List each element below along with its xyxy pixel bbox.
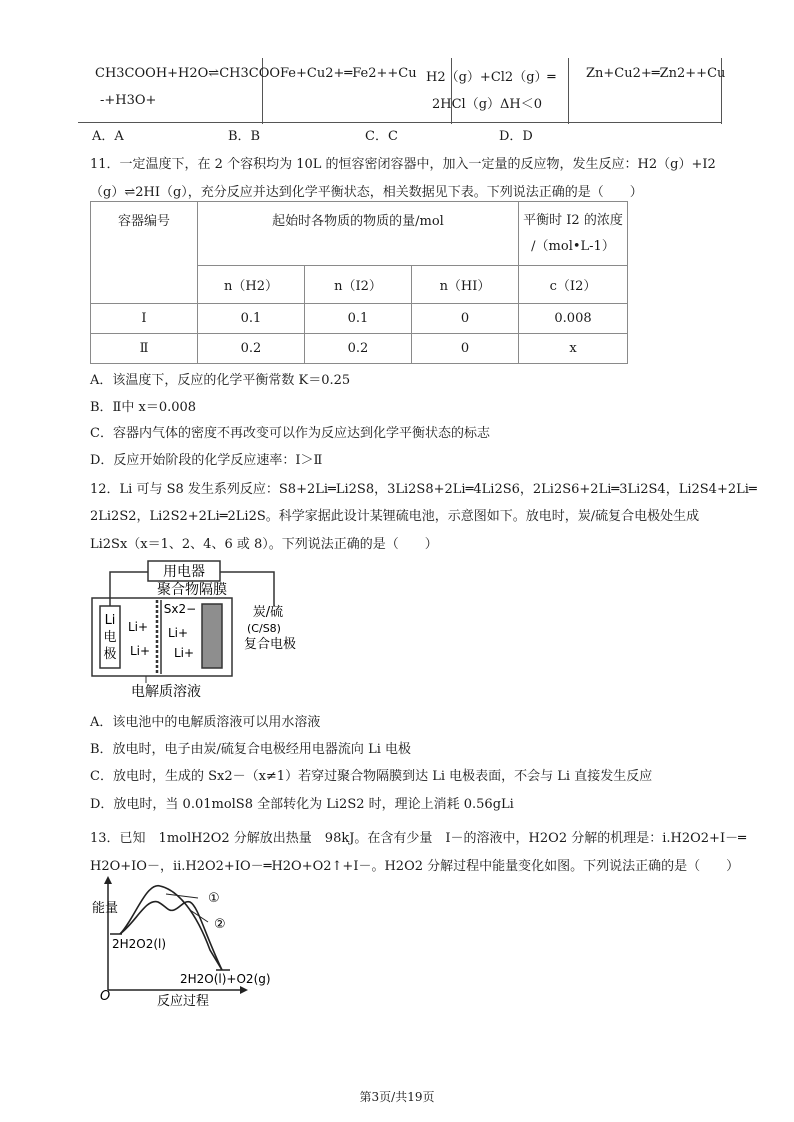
battery-diagram	[88, 556, 308, 700]
option-b: B．B	[228, 129, 261, 144]
cs-formula-label: (C/S8)	[247, 622, 281, 635]
q11-option-c: C．容器内气体的密度不再改变可以作为反应达到化学平衡状态的标志	[90, 426, 490, 441]
appliance-label: 用电器	[163, 564, 205, 580]
li-electrode-label: 电	[103, 630, 117, 645]
cs-composite-label: 复合电极	[243, 637, 297, 652]
q12-stem-line1: 12．Li 可与 S8 发生系列反应：S8+2Li═Li2S8，3Li2S8+2Li═4Li2S6，2Li2S6+2Li═3Li2S4，Li2S4+2Li═	[90, 482, 757, 497]
table-divider	[78, 122, 722, 123]
y-axis-label: 能量	[92, 901, 119, 916]
q11-stem-line2: （g）⇌2HI（g），充分反应并达到化学平衡状态，相关数据见下表。下列说法正确的是（ ）	[90, 185, 643, 200]
curve-2-pointer	[190, 910, 208, 922]
table-cell-d: Zn+Cu2+═Zn2++Cu	[586, 66, 726, 81]
header-initial-amount: 起始时各物质的物质的量/mol	[198, 202, 519, 266]
table-cell: 0.008	[519, 304, 628, 334]
header-eq-line2: /（mol•L-1）	[531, 238, 615, 254]
table-cell: x	[519, 334, 628, 364]
q12-option-a: A．该电池中的电解质溶液可以用水溶液	[90, 715, 321, 730]
li-electrode-label: Li	[104, 613, 116, 628]
table-row	[91, 334, 628, 364]
table-row	[91, 304, 628, 334]
subheader-n-h2: n（H2）	[198, 266, 305, 304]
header-equilibrium-conc	[519, 202, 628, 266]
page-footer: 第3页/共19页	[359, 1090, 435, 1104]
energy-profile-graph	[86, 872, 286, 1007]
subheader-n-i2: n（I2）	[305, 266, 412, 304]
table-cell: Ⅱ	[91, 334, 198, 364]
table-cell: 0.2	[305, 334, 412, 364]
x-axis-label: 反应过程	[156, 994, 210, 1007]
table-cell-c-line1: H2（g）+Cl2（g）═	[426, 70, 556, 85]
table-divider	[568, 58, 569, 124]
table-cell: 0.1	[198, 304, 305, 334]
q12-stem-line3: Li2Sx（x＝1、2、4、6 或 8）。下列说法正确的是（ ）	[90, 537, 438, 552]
q11-option-b: B．Ⅱ中 x＝0.008	[90, 400, 197, 415]
membrane-label: 聚合物隔膜	[157, 582, 227, 598]
li-ion-label: Li+	[167, 626, 189, 640]
li-ion-label: Li+	[173, 646, 195, 660]
origin-label: O	[100, 989, 111, 1004]
q13-stem-line2: H2O+IO－，ⅱ.H2O2+IO－═H2O+O2↑+I－。H2O2 分解过程中能量变化如图。下列说法正确的是（ ）	[90, 859, 740, 874]
q11-option-a: A．该温度下，反应的化学平衡常数 K＝0.25	[90, 373, 351, 388]
curve-1-label: ①	[208, 891, 220, 906]
subheader-c-i2: c（I2）	[519, 266, 628, 304]
q12-option-b: B．放电时，电子由炭/硫复合电极经用电器流向 Li 电极	[90, 742, 411, 757]
table-cell: 0	[412, 304, 519, 334]
q12-option-d: D．放电时，当 0.01molS8 全部转化为 Li2S2 时，理论上消耗 0.56gLi	[90, 797, 514, 812]
table-cell: 0	[412, 334, 519, 364]
q13-stem-line1: 13．已知 1molH2O2 分解放出热量 98kJ。在含有少量 I－的溶液中，H2O2 分解的机理是：ⅰ.H2O2+I－═	[90, 831, 746, 846]
option-a: A．A	[92, 129, 124, 144]
subheader-n-hi: n（HI）	[412, 266, 519, 304]
li-ion-label: Li+	[129, 644, 151, 658]
q11-option-d: D．反应开始阶段的化学反应速率：Ⅰ＞Ⅱ	[90, 453, 323, 468]
q11-data-table	[90, 201, 628, 364]
header-eq-line1: 平衡时 I2 的浓度	[523, 212, 623, 228]
table-cell: 0.2	[198, 334, 305, 364]
table-cell-a-line1: CH3COOH+H2O⇌CH3COO	[95, 66, 281, 81]
li-ion-label: Li+	[127, 620, 149, 634]
electrolyte-label: 电解质溶液	[131, 684, 201, 700]
table-cell: 0.1	[305, 304, 412, 334]
curve-2-label: ②	[214, 917, 226, 932]
sx-ion-label: Sx2−	[163, 602, 197, 616]
x-axis-arrow	[240, 986, 248, 994]
table-cell-a-line2: -+H3O+	[100, 93, 157, 108]
curve-1	[120, 886, 222, 970]
table-cell-c-line2: 2HCl（g）ΔH＜0	[432, 97, 543, 112]
reactant-label: 2H2O2(l)	[112, 937, 167, 951]
header-container-no: 容器编号	[91, 202, 198, 304]
q12-stem-line2: 2Li2S2，Li2S2+2Li═2Li2S。科学家据此设计某锂硫电池，示意图如下。放电时，炭/硫复合电极处生成	[90, 509, 700, 524]
cs-composite-electrode	[202, 604, 222, 668]
curve-1-pointer	[166, 894, 198, 898]
product-label: 2H2O(l)+O2(g)	[180, 972, 271, 986]
option-c: C．C	[365, 129, 398, 144]
y-axis-arrow	[104, 876, 112, 884]
li-electrode-label: 极	[103, 647, 117, 662]
table-cell: Ⅰ	[91, 304, 198, 334]
q12-option-c: C．放电时，生成的 Sx2－（x≠1）若穿过聚合物隔膜到达 Li 电极表面，不会与 Li 直接发生反应	[90, 769, 653, 784]
q11-stem-line1: 11．一定温度下，在 2 个容积均为 10L 的恒容密闭容器中，加入一定量的反应物，发生反应：H2（g）+I2	[90, 157, 716, 172]
option-d: D．D	[499, 129, 533, 144]
table-cell-b: Fe+Cu2+═Fe2++Cu	[280, 66, 417, 81]
cs-label: 炭/硫	[252, 605, 284, 620]
